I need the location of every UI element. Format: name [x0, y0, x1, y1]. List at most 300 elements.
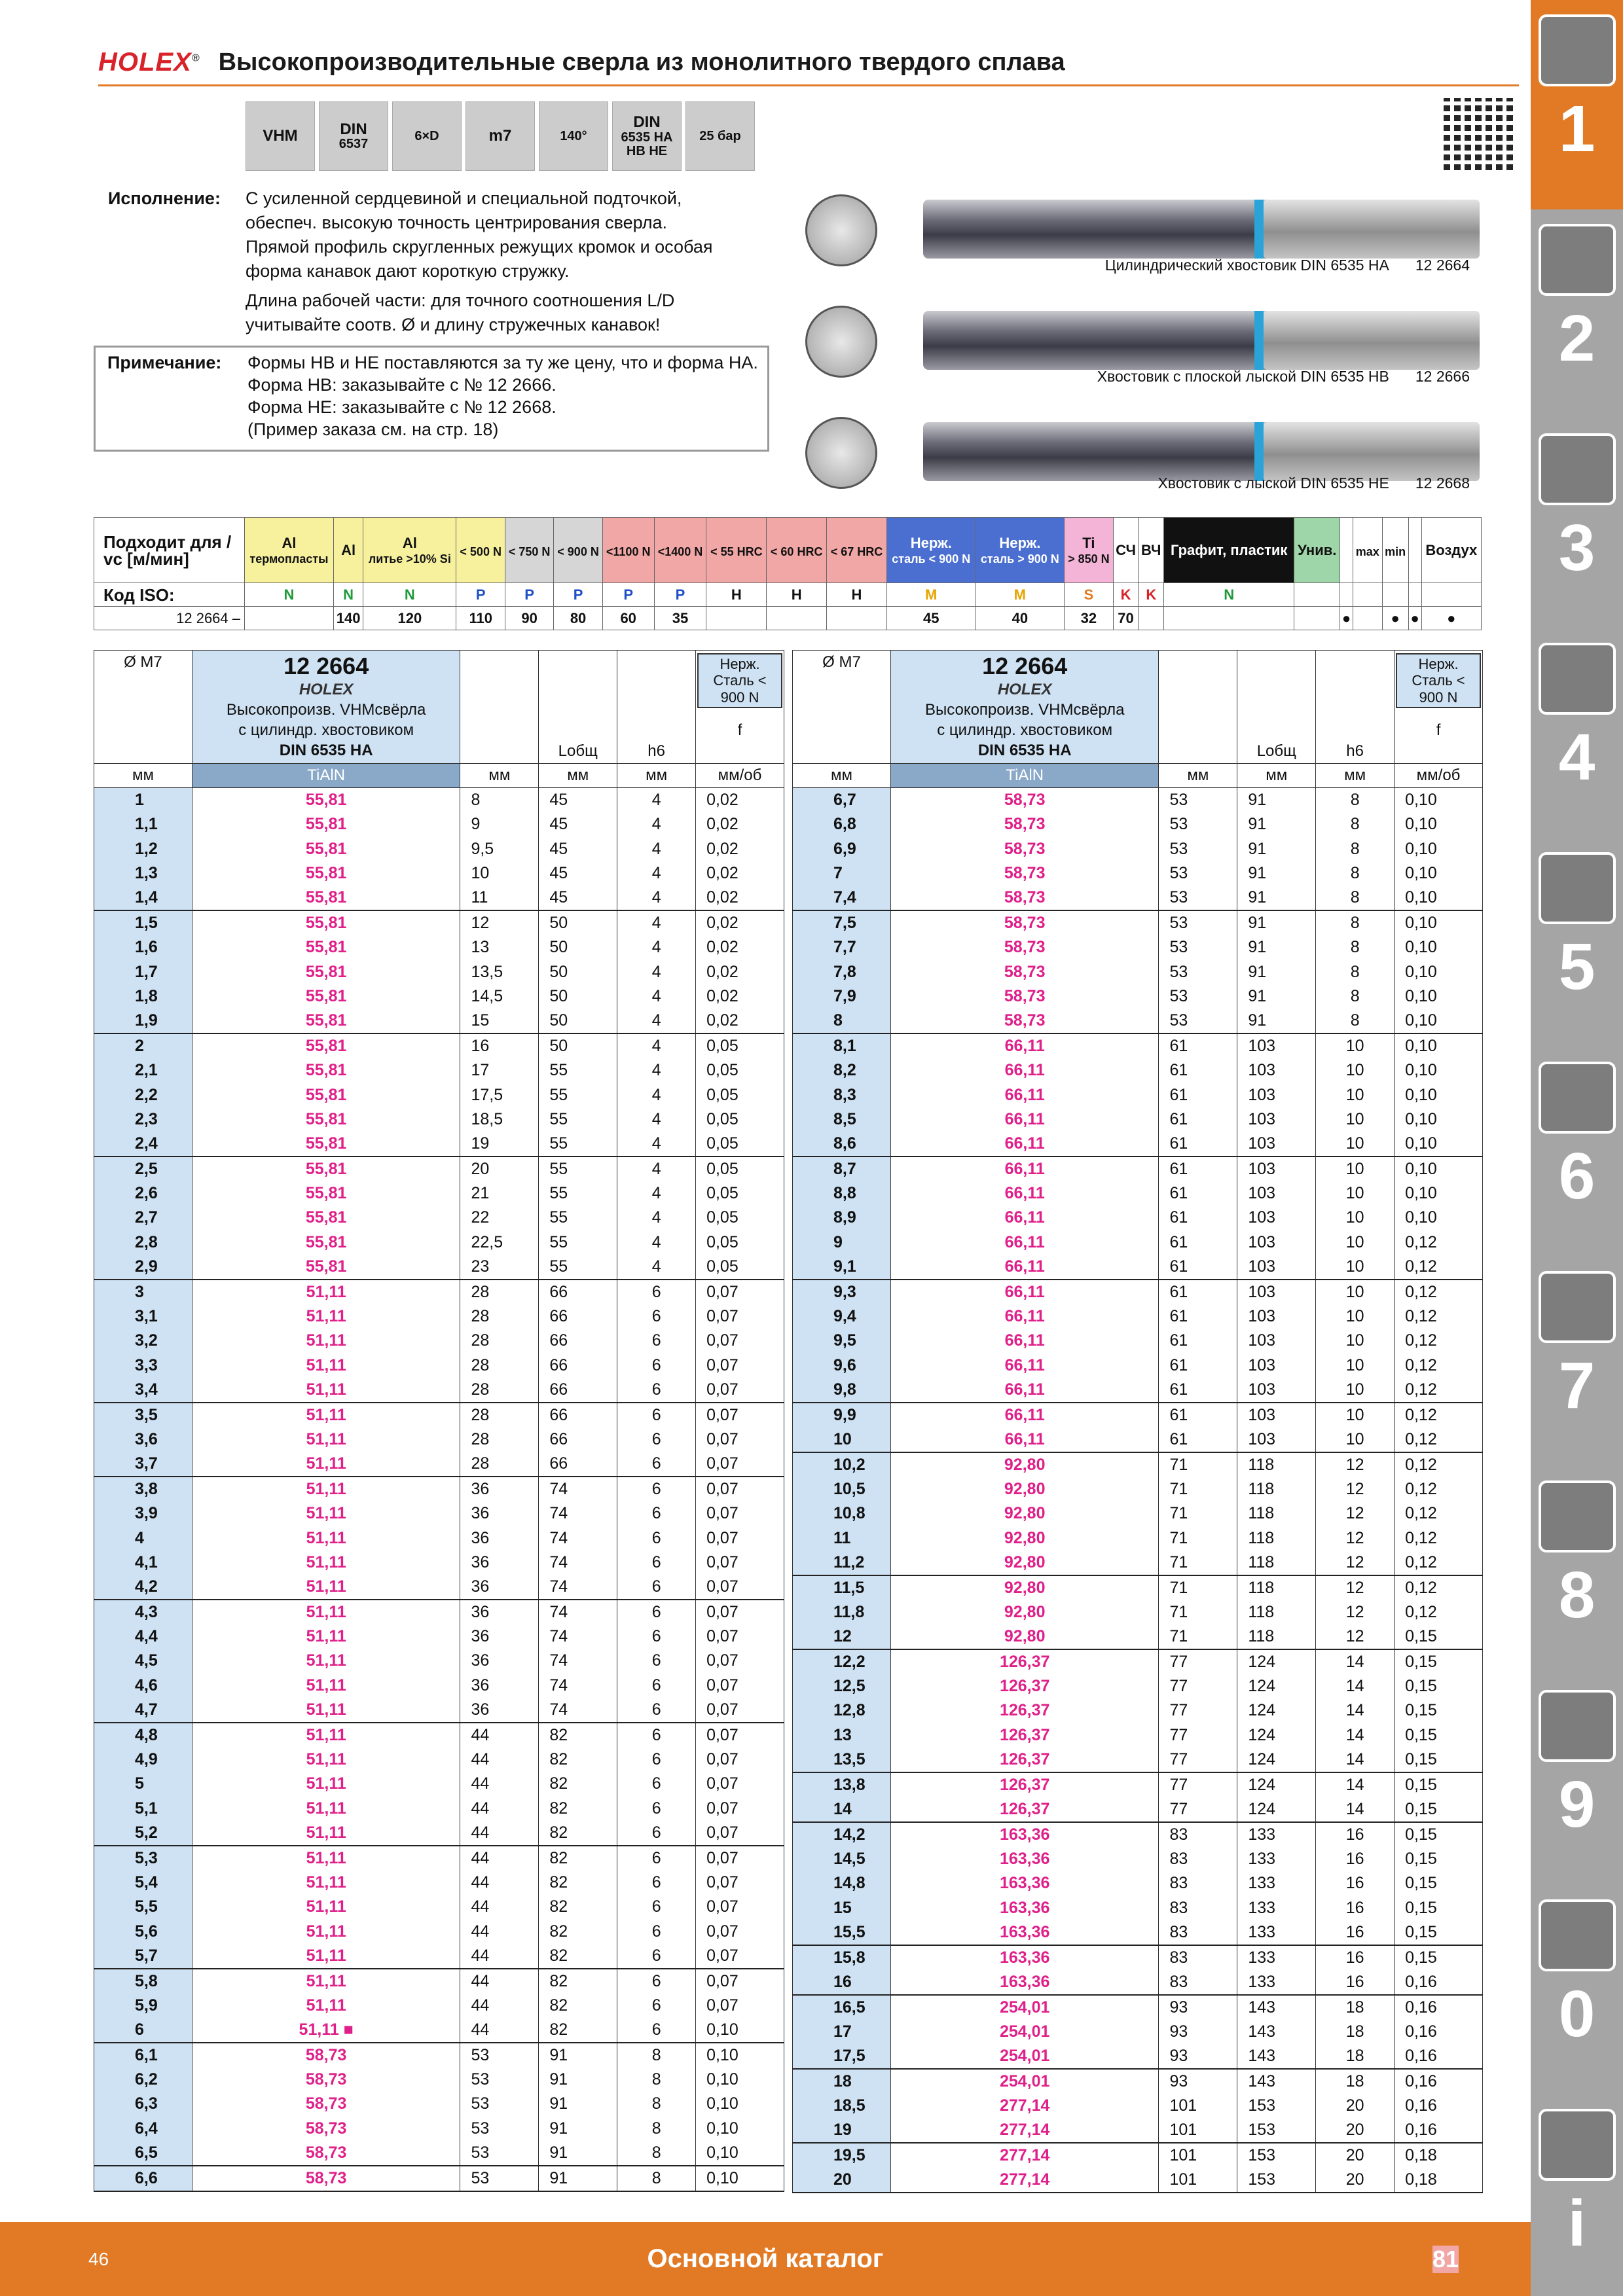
- feed: 0,07: [696, 1452, 784, 1477]
- shank-dia: 4: [617, 910, 696, 935]
- product-brand: HOLEX: [299, 680, 354, 698]
- execution-description: [98, 187, 773, 337]
- shank-dia: 6: [617, 1304, 696, 1329]
- table-row: [94, 1427, 784, 1452]
- price: 254,01: [890, 2069, 1159, 2094]
- price: 66,11: [890, 1033, 1159, 1058]
- price: 51,11: [192, 1871, 460, 1895]
- material-name: Al: [282, 534, 297, 551]
- price: 51,11: [192, 1969, 460, 1994]
- price: 51,11: [192, 1674, 460, 1698]
- feed: 0,15: [1395, 1649, 1483, 1674]
- diameter: 5,6: [94, 1919, 192, 1943]
- flute-length: 44: [460, 2018, 539, 2043]
- price: 51,11: [192, 1944, 460, 1969]
- shank-dia: 6: [617, 1477, 696, 1501]
- total-length: 66: [539, 1403, 617, 1427]
- feed: 0,15: [1395, 1822, 1483, 1847]
- total-length: 66: [539, 1280, 617, 1304]
- shank-dia: 6: [617, 1994, 696, 2018]
- feed: 0,12: [1395, 1403, 1483, 1427]
- diameter: 8,8: [793, 1181, 891, 1206]
- table-row: [793, 1551, 1483, 1575]
- shank-dia: 4: [617, 837, 696, 861]
- table-row: [94, 1354, 784, 1378]
- feed: 0,10: [1395, 886, 1483, 910]
- flute-length: 61: [1159, 1157, 1237, 1181]
- diameter: 4,8: [94, 1723, 192, 1748]
- table-row: [94, 1944, 784, 1969]
- feed: 0,02: [696, 960, 784, 984]
- shank-dia: 20: [1316, 2143, 1395, 2168]
- cutting-speed: [706, 607, 767, 630]
- flute-length: 44: [460, 1895, 539, 1919]
- total-length: 103: [1237, 1132, 1316, 1157]
- feed: 0,18: [1395, 2143, 1483, 2168]
- flute-length: 61: [1159, 1230, 1237, 1255]
- spec-icon-6: [685, 101, 755, 171]
- feed: 0,15: [1395, 1723, 1483, 1748]
- cutting-speed: 90: [505, 607, 553, 630]
- diameter: 7,7: [793, 935, 891, 960]
- flute-length: 71: [1159, 1526, 1237, 1550]
- feed: 0,10: [1395, 1181, 1483, 1206]
- flute-length: 36: [460, 1600, 539, 1624]
- shank-dia: 6: [617, 1796, 696, 1820]
- shank-dia: 10: [1316, 1132, 1395, 1157]
- price: 92,80: [890, 1477, 1159, 1501]
- iso-code: P: [456, 583, 505, 607]
- total-length: 153: [1237, 2143, 1316, 2168]
- h6-label: h6: [1346, 742, 1364, 761]
- table-row: [94, 1796, 784, 1820]
- diameter: 1,3: [94, 861, 192, 886]
- shank-dia: 4: [617, 1157, 696, 1181]
- price: 51,11: [192, 1575, 460, 1600]
- shank-dia: 10: [1316, 1378, 1395, 1403]
- note-line: (Пример заказа см. на стр. 18): [247, 420, 499, 439]
- diameter: 8,1: [793, 1033, 891, 1058]
- feed-header: [696, 651, 784, 764]
- price: 51,11: [192, 1526, 460, 1550]
- table-row: [94, 1674, 784, 1698]
- chapter-icon: [1539, 2109, 1616, 2181]
- total-length: 124: [1237, 1772, 1316, 1797]
- flute-length: 77: [1159, 1723, 1237, 1748]
- shank-dia: 10: [1316, 1280, 1395, 1304]
- feed: 0,07: [696, 1280, 784, 1304]
- flute-length: 28: [460, 1378, 539, 1403]
- diameter: 10,8: [793, 1501, 891, 1526]
- feed: 0,10: [696, 2141, 784, 2166]
- footer-page-number: 81: [1432, 2245, 1459, 2272]
- diameter: 14,2: [793, 1822, 891, 1847]
- flute-length: 17: [460, 1058, 539, 1083]
- table-row: [793, 1009, 1483, 1033]
- diameter: 1,8: [94, 984, 192, 1009]
- chapter-tab-2[interactable]: [1531, 209, 1623, 419]
- iso-code: [1408, 583, 1421, 607]
- price: 163,36: [890, 1847, 1159, 1871]
- shank-dia: 8: [617, 2092, 696, 2116]
- price: 163,36: [890, 1871, 1159, 1895]
- material-column-8: [706, 518, 767, 583]
- feed: 0,12: [1395, 1452, 1483, 1477]
- table-row: [793, 1378, 1483, 1403]
- note-box: [94, 346, 769, 452]
- shank-dia: 8: [1316, 910, 1395, 935]
- table-row: [94, 1304, 784, 1329]
- spec-icon-sub: 6×D: [414, 128, 439, 143]
- diameter: 2,7: [94, 1206, 192, 1230]
- shank-dia: 4: [617, 1206, 696, 1230]
- chapter-tab-0[interactable]: [1531, 1885, 1623, 2094]
- table-row: [793, 1206, 1483, 1230]
- table-row: [94, 1994, 784, 2018]
- flute-length: 36: [460, 1649, 539, 1673]
- total-length: 66: [539, 1329, 617, 1353]
- drill-caption-code: 12 2664: [1415, 257, 1470, 274]
- flute-length: 53: [1159, 1009, 1237, 1033]
- diameter: 9,6: [793, 1354, 891, 1378]
- flute-length: 9: [460, 812, 539, 836]
- shank-dia: 12: [1316, 1551, 1395, 1575]
- flute-length: 61: [1159, 1255, 1237, 1280]
- feed: 0,07: [696, 1575, 784, 1600]
- feed: 0,07: [696, 1698, 784, 1723]
- flute-length: 36: [460, 1477, 539, 1501]
- drill-ring: [1254, 311, 1264, 370]
- feed: 0,07: [696, 1501, 784, 1526]
- execution-line: форма канавок дают короткую стружку.: [246, 261, 570, 281]
- total-length: 118: [1237, 1624, 1316, 1649]
- chapter-tab-5[interactable]: [1531, 838, 1623, 1047]
- cutting-speed: 120: [363, 607, 456, 630]
- shank-dia: 18: [1316, 2069, 1395, 2094]
- total-length: 124: [1237, 1649, 1316, 1674]
- shank-dia: 6: [617, 1649, 696, 1673]
- price: 51,11: [192, 1772, 460, 1796]
- chapter-tab-9[interactable]: [1531, 1676, 1623, 1885]
- feed: 0,02: [696, 1009, 784, 1033]
- feed: 0,07: [696, 1329, 784, 1353]
- price: 66,11: [890, 1058, 1159, 1083]
- diameter: 4,5: [94, 1649, 192, 1673]
- table-row: [94, 2166, 784, 2191]
- iso-code: H: [767, 583, 827, 607]
- feed: 0,05: [696, 1230, 784, 1255]
- total-length: 50: [539, 1009, 617, 1033]
- feed: 0,15: [1395, 1624, 1483, 1649]
- total-length: 133: [1237, 1895, 1316, 1920]
- flute-length: 77: [1159, 1748, 1237, 1772]
- table-row: [793, 1847, 1483, 1871]
- table-row: [793, 1723, 1483, 1748]
- chapter-tab-8[interactable]: [1531, 1466, 1623, 1676]
- execution-text: [246, 187, 773, 337]
- price: 51,11: [192, 1723, 460, 1748]
- dia-label: Ø M7: [822, 653, 861, 671]
- diameter: 8,9: [793, 1206, 891, 1230]
- feed: 0,10: [696, 2117, 784, 2141]
- shank-dia: 8: [1316, 788, 1395, 813]
- price: 58,73: [192, 2068, 460, 2092]
- cutting-speed: [1294, 607, 1340, 630]
- price: 51,11: [192, 1994, 460, 2018]
- drill-tip-view: [805, 417, 877, 489]
- shank-dia: 12: [1316, 1501, 1395, 1526]
- table-row: [793, 1772, 1483, 1797]
- diameter: 1,1: [94, 812, 192, 836]
- feed: 0,10: [1395, 1132, 1483, 1157]
- diameter: 6,7: [793, 788, 891, 813]
- price: 126,37: [890, 1748, 1159, 1772]
- total-length: 103: [1237, 1181, 1316, 1206]
- unit-label: мм: [1237, 764, 1316, 788]
- flute-length: 77: [1159, 1674, 1237, 1698]
- total-length: 55: [539, 1230, 617, 1255]
- total-length: 118: [1237, 1600, 1316, 1624]
- diameter: 9: [793, 1230, 891, 1255]
- diameter: 1,2: [94, 837, 192, 861]
- shank-dia: 12: [1316, 1477, 1395, 1501]
- total-length: 103: [1237, 1304, 1316, 1329]
- diameter: 4,9: [94, 1748, 192, 1772]
- shank-dia: 14: [1316, 1649, 1395, 1674]
- feed: 0,05: [696, 1058, 784, 1083]
- feed: 0,02: [696, 984, 784, 1009]
- flute-length: 53: [1159, 861, 1237, 886]
- feed: 0,15: [1395, 1674, 1483, 1698]
- total-length: 50: [539, 910, 617, 935]
- total-length: 82: [539, 1944, 617, 1969]
- iso-code: H: [827, 583, 887, 607]
- material-sub: < 60 HRC: [770, 545, 823, 558]
- feed: 0,15: [1395, 1748, 1483, 1772]
- diameter: 2,8: [94, 1230, 192, 1255]
- feed: 0,10: [1395, 1009, 1483, 1033]
- total-length: 124: [1237, 1723, 1316, 1748]
- material-column-10: [827, 518, 887, 583]
- total-length: 124: [1237, 1748, 1316, 1772]
- price: 51,11: [192, 1304, 460, 1329]
- feed: 0,12: [1395, 1280, 1483, 1304]
- diameter: 5,9: [94, 1994, 192, 2018]
- material-sub: > 850 N: [1068, 552, 1110, 565]
- price: 58,73: [890, 1009, 1159, 1033]
- diameter: 1,6: [94, 935, 192, 960]
- feed: 0,10: [696, 2166, 784, 2191]
- feed: 0,07: [696, 1304, 784, 1329]
- total-length-header: [539, 651, 617, 764]
- diameter: 9,5: [793, 1329, 891, 1353]
- cutting-speed: 110: [456, 607, 505, 630]
- shank-dia: 6: [617, 1526, 696, 1550]
- product-desc: с цилиндр. хвостовиком: [937, 721, 1113, 739]
- shank-dia: 6: [617, 1427, 696, 1452]
- total-length: 118: [1237, 1551, 1316, 1575]
- total-length: 82: [539, 1796, 617, 1820]
- chapter-tab-i[interactable]: [1531, 2094, 1623, 2296]
- table-row: [94, 1821, 784, 1846]
- flute-length: 8: [460, 788, 539, 813]
- feed: 0,10: [1395, 1157, 1483, 1181]
- chapter-tab-7[interactable]: [1531, 1257, 1623, 1466]
- total-length: 124: [1237, 1674, 1316, 1698]
- feed: 0,15: [1395, 1895, 1483, 1920]
- flute-length: 83: [1159, 1945, 1237, 1970]
- iso-code: [1353, 583, 1383, 607]
- shank-dia: 4: [617, 1033, 696, 1058]
- table-row: [94, 2117, 784, 2141]
- price: 58,73: [192, 2043, 460, 2068]
- iso-code: N: [1164, 583, 1294, 607]
- price: 254,01: [890, 2044, 1159, 2069]
- flute-length: 61: [1159, 1132, 1237, 1157]
- chapter-tab-4[interactable]: [1531, 628, 1623, 838]
- shank-dia: 4: [617, 861, 696, 886]
- diameter: 2,3: [94, 1107, 192, 1132]
- flute-length: 93: [1159, 1995, 1237, 2020]
- table-row: [793, 1945, 1483, 1970]
- total-length: 91: [1237, 935, 1316, 960]
- table-row: [94, 984, 784, 1009]
- holex-logo: HOLEX®: [98, 48, 200, 77]
- total-length: 91: [1237, 984, 1316, 1009]
- iso-code: P: [554, 583, 602, 607]
- table-row: [94, 1452, 784, 1477]
- price: 92,80: [890, 1624, 1159, 1649]
- table-row: [94, 1329, 784, 1353]
- drill-ring: [1254, 422, 1264, 481]
- material-name: Графит, пластик: [1170, 541, 1288, 558]
- table-row: [94, 2018, 784, 2043]
- diameter: 3,1: [94, 1304, 192, 1329]
- execution-label: Исполнение:: [108, 188, 221, 208]
- flute-length: 36: [460, 1674, 539, 1698]
- price: 277,14: [890, 2118, 1159, 2143]
- table-row: [94, 1919, 784, 1943]
- table-row: [793, 1895, 1483, 1920]
- shank-dia: 4: [617, 1083, 696, 1107]
- flute-length: 61: [1159, 1083, 1237, 1107]
- table-row: [793, 2094, 1483, 2118]
- total-length: 153: [1237, 2118, 1316, 2143]
- table-row: [793, 1304, 1483, 1329]
- total-length: 103: [1237, 1255, 1316, 1280]
- chapter-icon: [1539, 852, 1616, 924]
- price: 51,11: [192, 1477, 460, 1501]
- table-row: [94, 1649, 784, 1673]
- feed: 0,05: [696, 1107, 784, 1132]
- shank-dia: 8: [1316, 984, 1395, 1009]
- product-desc: Высокопроизв. VHMсвёрла: [226, 700, 426, 719]
- diameter: 2: [94, 1033, 192, 1058]
- total-length: 82: [539, 1772, 617, 1796]
- total-length: 118: [1237, 1477, 1316, 1501]
- flute-length: 13: [460, 935, 539, 960]
- chapter-tab-6[interactable]: [1531, 1047, 1623, 1257]
- total-length: 91: [1237, 910, 1316, 935]
- diameter: 11,5: [793, 1575, 891, 1600]
- table-row: [793, 1354, 1483, 1378]
- total-length: 91: [1237, 1009, 1316, 1033]
- total-length: 82: [539, 1723, 617, 1748]
- diameter: 13: [793, 1723, 891, 1748]
- table-row: [94, 1157, 784, 1181]
- total-length: 103: [1237, 1206, 1316, 1230]
- material-column-20: [1382, 518, 1408, 583]
- chapter-tab-3[interactable]: [1531, 419, 1623, 628]
- price: 55,81: [192, 910, 460, 935]
- spec-icon-sub: 140°: [560, 128, 587, 143]
- price: 58,73: [890, 935, 1159, 960]
- flute-length: 36: [460, 1575, 539, 1600]
- shank-dia: 4: [617, 1230, 696, 1255]
- shank-dia: 4: [617, 984, 696, 1009]
- chapter-tab-1[interactable]: [1531, 0, 1623, 209]
- table-row: [94, 837, 784, 861]
- shank-dia: 6: [617, 1378, 696, 1403]
- shank-dia: 6: [617, 2018, 696, 2043]
- shank-dia: 8: [1316, 837, 1395, 861]
- table-row: [793, 1575, 1483, 1600]
- total-length: 103: [1237, 1403, 1316, 1427]
- chapter-number: 6: [1558, 1139, 1596, 1213]
- shank-dia: 6: [617, 1624, 696, 1649]
- diameter: 6,2: [94, 2068, 192, 2092]
- diameter: 18: [793, 2069, 891, 2094]
- drill-tip-view: [805, 306, 877, 378]
- table-row: [94, 861, 784, 886]
- iso-code: N: [333, 583, 363, 607]
- total-length: 133: [1237, 1970, 1316, 1995]
- table-row: [793, 861, 1483, 886]
- table-row: [94, 1181, 784, 1206]
- feed: 0,12: [1395, 1575, 1483, 1600]
- shank-dia: 8: [1316, 812, 1395, 836]
- price: 126,37: [890, 1649, 1159, 1674]
- diameter: 2,6: [94, 1181, 192, 1206]
- table-row: [793, 984, 1483, 1009]
- price: 55,81: [192, 1181, 460, 1206]
- price: 51,11: [192, 1280, 460, 1304]
- total-length: 153: [1237, 2168, 1316, 2193]
- diameter: 13,8: [793, 1772, 891, 1797]
- shank-dia: 8: [1316, 1009, 1395, 1033]
- shank-dia: 4: [617, 1255, 696, 1280]
- diameter: 6,5: [94, 2141, 192, 2166]
- feed: 0,10: [1395, 788, 1483, 813]
- total-length: 50: [539, 935, 617, 960]
- total-length: 74: [539, 1649, 617, 1673]
- diameter: 14,5: [793, 1847, 891, 1871]
- table-row: [793, 788, 1483, 813]
- total-length: 91: [539, 2092, 617, 2116]
- diameter: 4,4: [94, 1624, 192, 1649]
- iso-code: H: [706, 583, 767, 607]
- total-length: 74: [539, 1575, 617, 1600]
- drill-caption: [1131, 475, 1470, 492]
- feed: 0,07: [696, 1821, 784, 1846]
- shank-header: [1316, 651, 1395, 764]
- material-column-6: [602, 518, 654, 583]
- chapter-number: 4: [1558, 721, 1596, 794]
- total-length: 74: [539, 1674, 617, 1698]
- product-desc: с цилиндр. хвостовиком: [238, 721, 414, 739]
- table-row: [94, 1871, 784, 1895]
- total-length: 143: [1237, 2069, 1316, 2094]
